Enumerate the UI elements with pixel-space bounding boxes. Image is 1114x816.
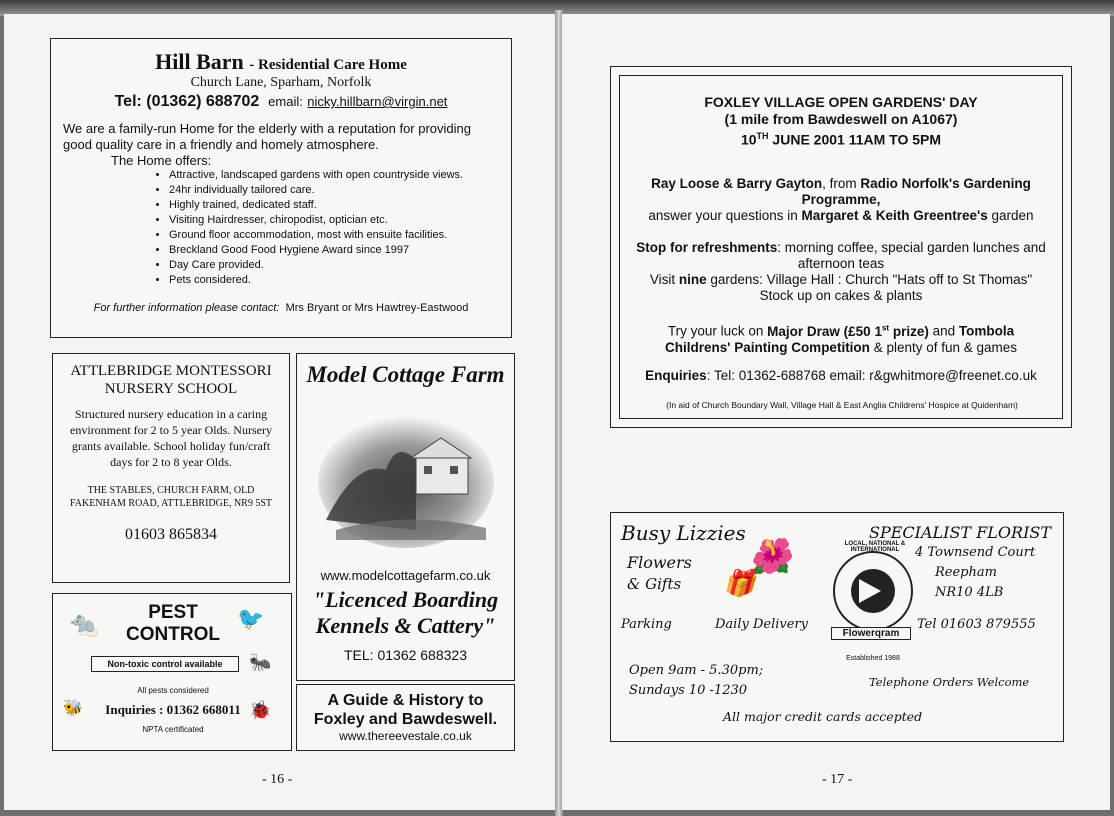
guide-url[interactable]: www.thereevestale.co.uk: [339, 729, 472, 743]
hill-barn-list-item: • Attractive, landscaped gardens with open countryside views.: [169, 168, 499, 183]
busy-gifts: & Gifts: [627, 575, 682, 593]
cottage-tel: TEL: 01362 688323: [344, 647, 467, 663]
foxley-draw: Try your luck on Major Draw (£50 1st prize) and Tombola Childrens' Painting Competition & plenty of fun & games: [664, 323, 1018, 355]
gift-icon: 🎁: [723, 569, 756, 599]
foxley-heading: FOXLEY VILLAGE OPEN GARDENS' DAY (1 mile from Bawdeswell on A1067) 10TH JUNE 2001 11AM TO 5PM: [704, 94, 978, 148]
page-number-left: - 16 -: [262, 772, 293, 787]
montessori-address: THE STABLES, CHURCH FARM, OLD FAKENHAM ROAD, ATTLEBRIDGE, NR9 5ST: [69, 485, 273, 509]
hill-barn-intro: We are a family-run Home for the elderly with a reputation for providing good quality care in a friendly and homely atmosphere.: [63, 121, 472, 152]
busy-tel: Tel 01603 879555: [917, 617, 1036, 632]
foxley-inner-frame: [619, 75, 1063, 419]
guide-history-ad: [296, 684, 515, 751]
cottage-licence: "Licenced Boarding Kennels & Cattery": [312, 587, 499, 638]
pest-control-ad: [52, 593, 292, 751]
busy-address-2: Reepham: [935, 565, 997, 580]
montessori-title: ATTLEBRIDGE MONTESSORI NURSERY SCHOOL: [70, 363, 272, 397]
busy-lizzies-ad: [610, 512, 1064, 742]
busy-specialist: SPECIALIST FLORIST: [869, 523, 1052, 542]
busy-sunday-hours: Sundays 10 -1230: [629, 683, 748, 698]
busy-delivery: Daily Delivery: [715, 617, 808, 632]
hill-barn-offers: The Home offers:: [111, 153, 212, 168]
busy-open-hours: Open 9am - 5.30pm;: [629, 663, 764, 678]
cottage-url[interactable]: www.modelcottagefarm.co.uk: [320, 568, 491, 583]
hill-barn-list-item: • Pets considered.: [169, 273, 499, 288]
foxley-enquiries: Enquiries: Tel: 01362-688768 email: r&gwhitmore@freenet.co.uk: [645, 368, 1037, 383]
cottage-photo: [316, 400, 496, 550]
bird-icon: 🐦: [237, 606, 265, 631]
pest-npta: NPTA certificated: [142, 725, 204, 734]
pest-inquiries: Inquiries : 01362 668011: [105, 702, 241, 717]
hill-barn-list-item: • Visiting Hairdresser, chiropodist, optician etc.: [169, 213, 499, 228]
montessori-ad: [52, 353, 290, 583]
rat-icon: 🐀: [69, 611, 99, 638]
busy-orders: Telephone Orders Welcome: [869, 675, 1030, 689]
hill-barn-contact-line: For further information please contact: Mrs Bryant or Mrs Hawtrey-Eastwood: [93, 302, 469, 314]
hill-barn-list-item: • 24hr individually tailored care.: [169, 183, 499, 198]
flower-icon: 🌺: [749, 537, 792, 577]
foxley-refreshments: Stop for refreshments: morning coffee, special garden lunches and afternoon teas Visit nine gardens: Village Hall : Church "Hats off to St Thomas" Stock up on cakes & plants: [636, 240, 1046, 303]
hill-barn-list-item: • Highly trained, dedicated staff.: [169, 198, 499, 213]
pest-title: PEST CONTROL: [126, 602, 220, 645]
foxley-radio-line: Ray Loose & Barry Gayton, from Radio Norfolk's Gardening Programme, answer your questions in Margaret & Keith Greentree's garden: [648, 176, 1034, 223]
cottage-title: Model Cottage Farm: [306, 362, 505, 387]
montessori-description: Structured nursery education in a caring environment for 2 to 5 year Olds. Nursery grants available. School holiday fun/craft days for 2 to 8 year Olds.: [70, 407, 272, 469]
hill-barn-email[interactable]: nicky.hillbarn@virgin.net: [307, 94, 448, 109]
flowergram-logo: Flowerqram: [831, 627, 911, 640]
hill-barn-title: Hill Barn - Residential Care Home: [155, 49, 407, 74]
busy-cards: All major credit cards accepted: [723, 709, 923, 724]
busy-title: Busy Lizzies: [621, 521, 746, 545]
busy-parking: Parking: [621, 617, 672, 632]
page-number-right: - 17 -: [822, 772, 853, 787]
guide-title: A Guide & History to Foxley and Bawdeswell.: [313, 692, 498, 728]
busy-flowers: Flowers: [627, 553, 692, 572]
beetle-icon: 🐞: [249, 700, 272, 720]
flowergram-badge: LOCAL, NATIONAL & INTERNATIONAL: [833, 551, 913, 631]
hill-barn-address: Church Lane, Sparham, Norfolk: [190, 75, 372, 90]
foxley-charity-note: (In aid of Church Boundary Wall, Village Hall & East Anglia Childrens' Hospice at Quidenham): [666, 400, 1018, 410]
hill-barn-contact: Tel: (01362) 688702 email: nicky.hillbarn@virgin.net: [114, 93, 448, 110]
hill-barn-list-item: • Ground floor accommodation, most with ensuite facilities.: [169, 228, 499, 243]
model-cottage-farm-ad: [296, 353, 515, 681]
flowergram-established: Established 1988: [846, 655, 900, 662]
wasp-icon: 🐝: [63, 700, 83, 717]
hill-barn-list-item: • Day Care provided.: [169, 258, 499, 273]
hill-barn-ad: [50, 38, 512, 338]
pest-all-considered: All pests considered: [137, 686, 209, 695]
hill-barn-list: [169, 168, 499, 288]
pest-nontoxic-badge: Non-toxic control available: [91, 656, 239, 672]
hill-barn-list-item: • Breckland Good Food Hygiene Award since 1997: [169, 243, 499, 258]
busy-address-1: 4 Townsend Court: [915, 545, 1036, 560]
montessori-phone: 01603 865834: [125, 526, 217, 543]
foxley-open-gardens-ad: [610, 66, 1072, 428]
busy-address-3: NR10 4LB: [935, 585, 1004, 600]
ant-icon: 🐜: [249, 652, 272, 672]
